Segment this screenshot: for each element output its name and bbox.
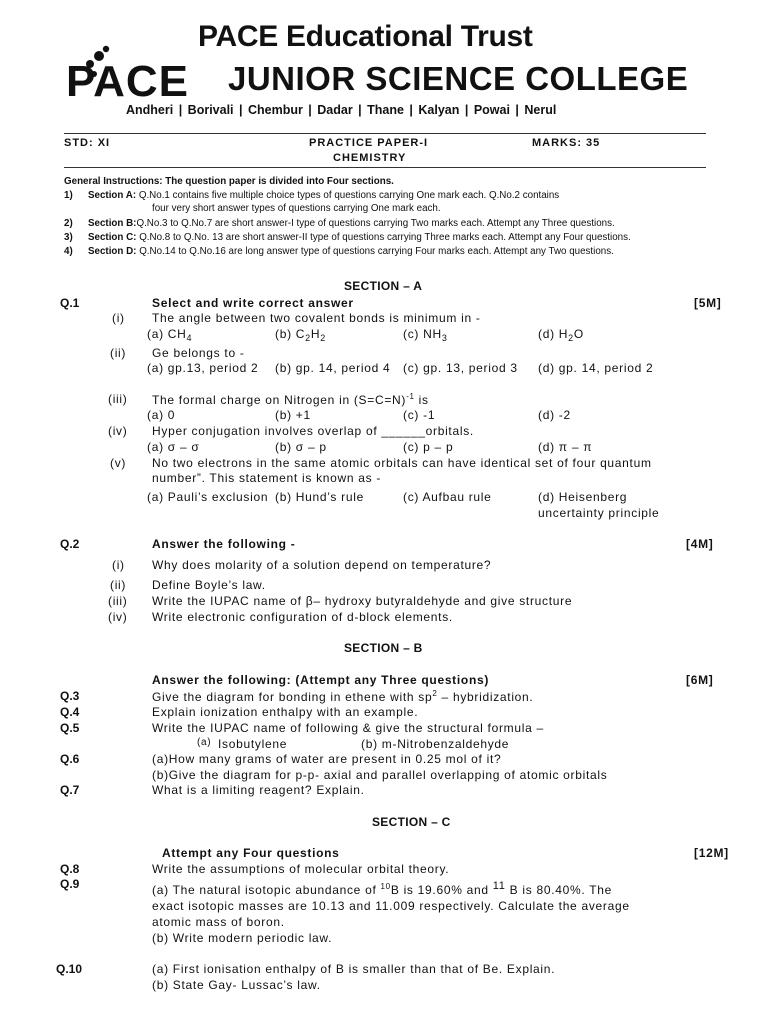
question-number: Q.4 — [60, 705, 80, 719]
sub-question-number: (ii) — [110, 346, 127, 360]
subject: CHEMISTRY — [333, 152, 407, 164]
option-a: (a) σ – σ — [147, 440, 200, 454]
section-c-heading: SECTION – C — [372, 815, 451, 829]
option-b: (b) $C_2H_2$ — [275, 327, 326, 343]
section-c-marks: [12M] — [694, 846, 729, 860]
sub-question-text: Ge belongs to - — [152, 346, 245, 360]
section-b-heading: SECTION – B — [344, 641, 423, 655]
option-b: (b) Hund’s rule — [275, 490, 364, 504]
option-b: (b) +1 — [275, 408, 311, 422]
sub-question-text: Define Boyle’s law. — [152, 578, 266, 592]
sub-question-text: The formal charge on Nitrogen in (S=C=N)$^{-1}$ is — [152, 392, 429, 407]
question-marks: [4M] — [686, 537, 714, 551]
sub-question-number: (iv) — [108, 424, 128, 438]
trust-name: PACE Educational Trust — [198, 20, 533, 53]
question-title: Answer the following - — [152, 537, 296, 551]
section-c-title: Attempt any Four questions — [162, 846, 340, 860]
option-b: (b) gp. 14, period 4 — [275, 361, 391, 375]
logo-text: PACE — [66, 57, 189, 100]
option-d: (d) gp. 14, period 2 — [538, 361, 654, 375]
question-part-b: (b) State Gay- Lussac’s law. — [152, 978, 321, 992]
option-a: (a) gp.13, period 2 — [147, 361, 259, 375]
section-b-title: Answer the following: (Attempt any Three questions) — [152, 673, 490, 687]
question-text-cont: atomic mass of boron. — [152, 915, 285, 929]
question-text: (a) First ionisation enthalpy of B is smaller than that of Be. Explain. — [152, 962, 556, 976]
sub-question-text: Hyper conjugation involves overlap of ______orbitals. — [152, 424, 474, 438]
question-title: Select and write correct answer — [152, 296, 354, 310]
college-name: JUNIOR SCIENCE COLLEGE — [228, 60, 689, 97]
question-text: Write the IUPAC name of following & give the structural formula – — [152, 721, 544, 735]
paper-title: PRACTICE PAPER-I — [309, 137, 429, 149]
option-c: (c) p – p — [403, 440, 454, 454]
option-c: (c) Aufbau rule — [403, 490, 492, 504]
top-rule — [64, 133, 706, 134]
question-text: (a)How many grams of water are present in 0.25 mol of it? — [152, 752, 502, 766]
instruction-b: 2) — [64, 218, 73, 229]
question-number: Q.5 — [60, 721, 80, 735]
question-number: Q.1 — [60, 296, 80, 310]
bottom-rule — [64, 167, 706, 168]
sub-question-number: (iii) — [108, 392, 128, 406]
option-d-cont: uncertainty principle — [538, 506, 660, 520]
question-number: Q.3 — [60, 689, 80, 703]
question-text-cont: (b)Give the diagram for p-p- axial and parallel overlapping of atomic orbitals — [152, 768, 608, 782]
option-a: (a) — [197, 737, 212, 748]
question-marks: [5M] — [694, 296, 722, 310]
option-a-text: Isobutylene — [218, 737, 288, 751]
option-a: (a) 0 — [147, 408, 176, 422]
branch-list: Andheri | Borivali | Chembur | Dadar | Thane | Kalyan | Powai | Nerul — [126, 103, 557, 117]
option-b: (b) m-Nitrobenzaldehyde — [361, 737, 510, 751]
section-b-marks: [6M] — [686, 673, 714, 687]
option-c: (c) -1 — [403, 408, 436, 422]
question-text: (a) The natural isotopic abundance of $^{10}$B is 19.60% and $^{11}$ B is 80.40%. The — [152, 880, 612, 897]
option-a: (a) $CH_4$ — [147, 327, 193, 343]
sub-question-number: (iv) — [108, 610, 128, 624]
section-a-heading: SECTION – A — [344, 279, 423, 293]
option-a: (a) Pauli’s exclusion — [147, 490, 269, 504]
instruction-c: 3) — [64, 232, 73, 243]
option-b: (b) σ – p — [275, 440, 327, 454]
sub-question-number: (i) — [112, 558, 125, 572]
option-c: (c) $NH_3$ — [403, 327, 448, 343]
sub-question-number: (ii) — [110, 578, 127, 592]
option-c: (c) gp. 13, period 3 — [403, 361, 518, 375]
total-marks: MARKS: 35 — [532, 137, 601, 149]
question-number: Q.7 — [60, 783, 80, 797]
question-number: Q.10 — [56, 962, 83, 976]
sub-question-text: The angle between two covalent bonds is minimum in - — [152, 311, 481, 325]
std-label: STD: XI — [64, 137, 111, 149]
option-d: (d) -2 — [538, 408, 571, 422]
option-d: (d) $H_2O$ — [538, 327, 584, 343]
option-d: (d) π – π — [538, 440, 593, 454]
sub-question-text: Write the IUPAC name of β– hydroxy butyraldehyde and give structure — [152, 594, 573, 608]
sub-question-number: (v) — [110, 456, 127, 470]
pace-logo — [66, 44, 216, 100]
question-number: Q.6 — [60, 752, 80, 766]
question-text: Write the assumptions of molecular orbital theory. — [152, 862, 450, 876]
instruction-d: 4) — [64, 246, 73, 257]
question-text: Give the diagram for bonding in ethene with $sp^2$ – hybridization. — [152, 689, 534, 704]
question-text: Explain ionization enthalpy with an example. — [152, 705, 419, 719]
question-text: What is a limiting reagent? Explain. — [152, 783, 365, 797]
question-number: Q.8 — [60, 862, 80, 876]
general-instructions: General Instructions: The question paper is divided into Four sections. — [64, 176, 394, 187]
instruction-a: 1) — [64, 190, 73, 201]
sub-question-text: No two electrons in the same atomic orbitals can have identical set of four quantum — [152, 456, 652, 470]
sub-question-text: Why does molarity of a solution depend on temperature? — [152, 558, 492, 572]
sub-question-number: (i) — [112, 311, 125, 325]
sub-question-text-cont: number”. This statement is known as - — [152, 471, 382, 485]
question-number: Q.9 — [60, 877, 80, 891]
sub-question-number: (iii) — [108, 594, 128, 608]
question-number: Q.2 — [60, 537, 80, 551]
option-d: (d) Heisenberg — [538, 490, 628, 504]
question-part-b: (b) Write modern periodic law. — [152, 931, 333, 945]
question-text-cont: exact isotopic masses are 10.13 and 11.009 respectively. Calculate the average — [152, 899, 630, 913]
sub-question-text: Write electronic configuration of d-block elements. — [152, 610, 453, 624]
